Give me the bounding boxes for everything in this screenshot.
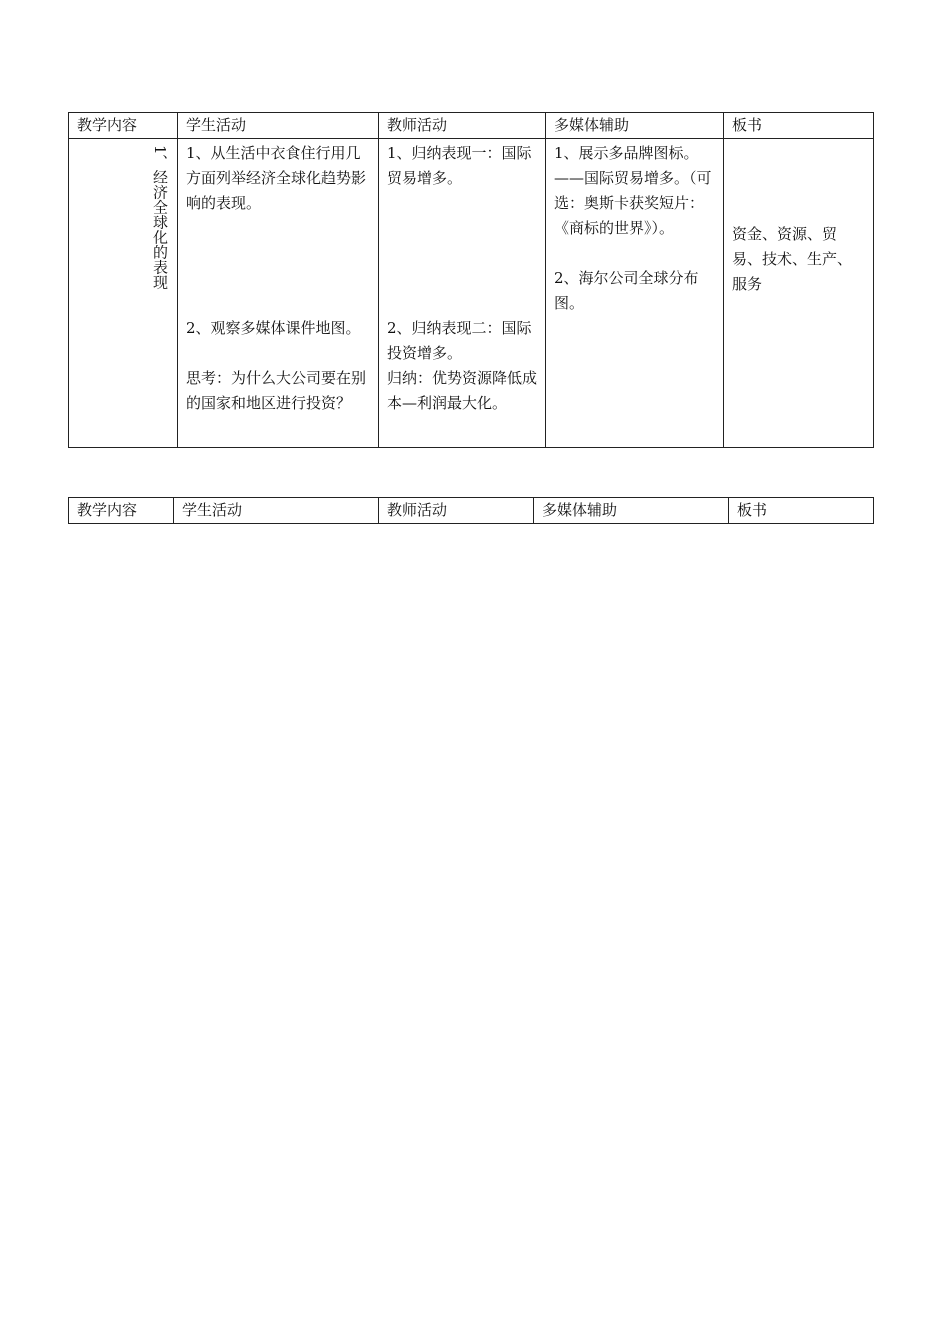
spacer xyxy=(554,241,715,266)
header-media: 多媒体辅助 xyxy=(546,113,724,139)
student-cell xyxy=(178,139,379,448)
teacher-item-3: 归纳：优势资源降低成本—利润最大化。 xyxy=(387,369,538,412)
table-header-row xyxy=(69,113,874,139)
header-content: 教学内容 xyxy=(69,113,178,139)
table-header-row xyxy=(69,498,874,524)
header-student: 学生活动 xyxy=(178,113,379,139)
student-item-3: 思考：为什么大公司要在别的国家和地区进行投资？ xyxy=(186,369,367,412)
content-cell xyxy=(69,139,178,448)
board-text: 资金、资源、贸易、技术、生产、服务 xyxy=(732,224,853,293)
spacer xyxy=(387,191,537,316)
spacer xyxy=(186,341,370,366)
header-content: 教学内容 xyxy=(69,498,174,524)
lesson-table-2 xyxy=(68,497,874,524)
teacher-cell xyxy=(379,139,546,448)
content-vertical-text: 1、经济全球化的表现 xyxy=(151,145,169,290)
header-teacher: 教师活动 xyxy=(379,113,546,139)
spacer xyxy=(186,216,370,316)
board-cell xyxy=(724,139,874,448)
header-media: 多媒体辅助 xyxy=(534,498,729,524)
media-cell xyxy=(546,139,724,448)
media-item-1: 1、展示多品牌图标。——国际贸易增多。（可选：奥斯卡获奖短片：《商标的世界》）。 xyxy=(554,144,712,237)
header-teacher: 教师活动 xyxy=(379,498,534,524)
media-item-2: 2、海尔公司全球分布图。 xyxy=(554,269,699,312)
header-board: 板书 xyxy=(729,498,874,524)
student-item-1: 1、从生活中衣食住行用几方面列举经济全球化趋势影响的表现。 xyxy=(186,144,367,212)
header-student: 学生活动 xyxy=(174,498,379,524)
table-row xyxy=(69,139,874,448)
lesson-table-1 xyxy=(68,112,874,448)
header-board: 板书 xyxy=(724,113,874,139)
teacher-item-2: 2、归纳表现二：国际投资增多。 xyxy=(387,319,532,362)
teacher-item-1: 1、归纳表现一：国际贸易增多。 xyxy=(387,144,532,187)
student-item-2: 2、观察多媒体课件地图。 xyxy=(186,319,361,337)
